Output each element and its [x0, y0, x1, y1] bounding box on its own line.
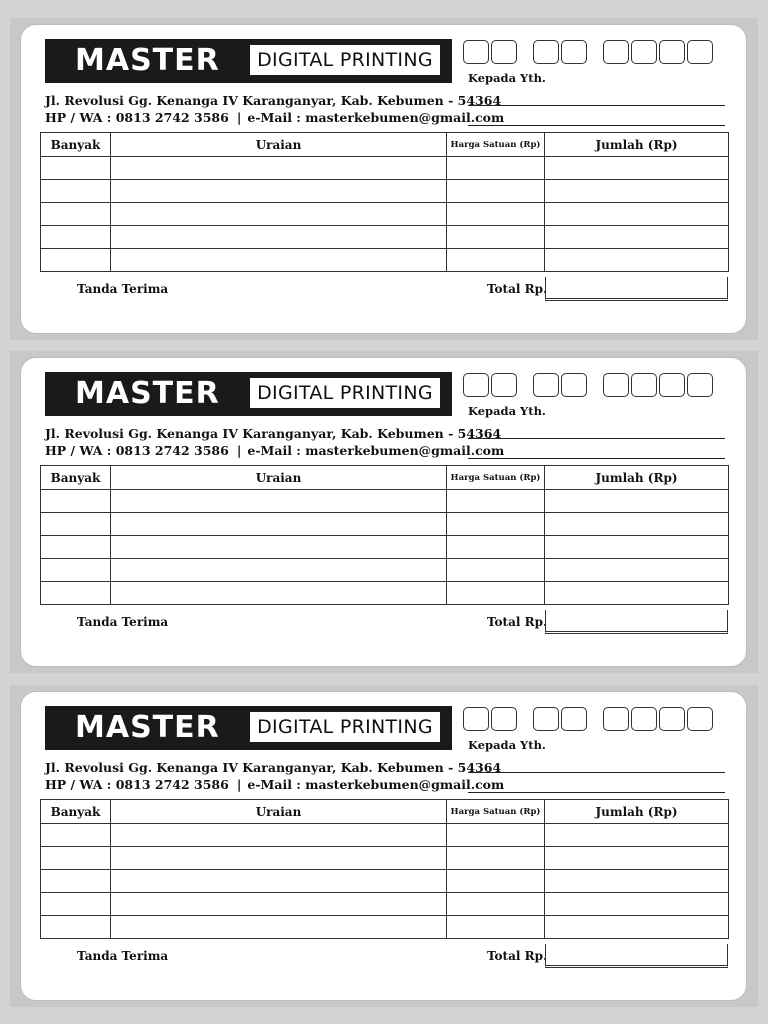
- total-label: Total Rp.: [487, 949, 548, 963]
- items-table: [40, 132, 729, 272]
- recipient-line[interactable]: [468, 792, 725, 793]
- column-header: Harga Satuan (Rp): [447, 133, 545, 157]
- table-cell[interactable]: [41, 490, 111, 513]
- number-box[interactable]: [463, 707, 489, 731]
- table-row: [41, 536, 729, 559]
- logo-digital-printing-text: DIGITAL PRINTING: [250, 45, 440, 75]
- table-cell[interactable]: [111, 582, 447, 605]
- table-row: [41, 582, 729, 605]
- logo: [45, 372, 452, 416]
- number-box[interactable]: [687, 707, 713, 731]
- table-cell[interactable]: [447, 203, 545, 226]
- recipient-line[interactable]: [468, 438, 725, 439]
- number-box[interactable]: [491, 707, 517, 731]
- table-cell[interactable]: [111, 870, 447, 893]
- number-box[interactable]: [603, 40, 629, 64]
- signature-label: Tanda Terima: [77, 949, 169, 963]
- column-header: Uraian: [111, 466, 447, 490]
- logo-master-text: MASTER: [75, 43, 220, 78]
- table-cell[interactable]: [545, 249, 729, 272]
- column-header: Jumlah (Rp): [545, 800, 729, 824]
- table-cell[interactable]: [447, 870, 545, 893]
- shop-phone: HP / WA : 0813 2742 3586: [45, 110, 229, 125]
- number-box[interactable]: [631, 40, 657, 64]
- table-cell[interactable]: [111, 203, 447, 226]
- table-cell[interactable]: [41, 870, 111, 893]
- table-cell[interactable]: [41, 180, 111, 203]
- table-cell[interactable]: [545, 916, 729, 939]
- recipient-label: Kepada Yth.: [468, 71, 546, 85]
- table-cell[interactable]: [545, 893, 729, 916]
- shop-address: Jl. Revolusi Gg. Kenanga IV Karanganyar, Kab. Kebumen - 54364: [45, 760, 502, 775]
- number-box[interactable]: [603, 373, 629, 397]
- table-row: [41, 249, 729, 272]
- table-cell[interactable]: [41, 249, 111, 272]
- number-box[interactable]: [561, 373, 587, 397]
- number-box[interactable]: [659, 40, 685, 64]
- logo-master-text: MASTER: [75, 376, 220, 411]
- signature-label: Tanda Terima: [77, 282, 169, 296]
- shop-contact: [45, 443, 504, 458]
- table-cell[interactable]: [41, 203, 111, 226]
- table-cell[interactable]: [447, 513, 545, 536]
- table-header-row: [41, 133, 729, 157]
- table-cell[interactable]: [447, 582, 545, 605]
- number-box[interactable]: [533, 707, 559, 731]
- number-box[interactable]: [463, 373, 489, 397]
- table-cell[interactable]: [545, 157, 729, 180]
- total-field[interactable]: [545, 944, 728, 968]
- table-row: [41, 157, 729, 180]
- shop-phone: HP / WA : 0813 2742 3586: [45, 777, 229, 792]
- column-header: Harga Satuan (Rp): [447, 800, 545, 824]
- column-header: Banyak: [41, 800, 111, 824]
- table-cell[interactable]: [111, 513, 447, 536]
- table-cell[interactable]: [545, 536, 729, 559]
- table-cell[interactable]: [111, 893, 447, 916]
- shop-email: e-Mail : masterkebumen@gmail.com: [247, 777, 505, 792]
- table-cell[interactable]: [111, 847, 447, 870]
- column-header: Uraian: [111, 800, 447, 824]
- table-row: [41, 490, 729, 513]
- shop-email: e-Mail : masterkebumen@gmail.com: [247, 443, 505, 458]
- number-box[interactable]: [687, 373, 713, 397]
- signature-label: Tanda Terima: [77, 615, 169, 629]
- table-cell[interactable]: [447, 249, 545, 272]
- table-header-row: [41, 800, 729, 824]
- number-box[interactable]: [491, 373, 517, 397]
- table-cell[interactable]: [545, 513, 729, 536]
- contact-separator: |: [236, 443, 242, 458]
- table-cell[interactable]: [111, 559, 447, 582]
- table-row: [41, 203, 729, 226]
- table-cell[interactable]: [545, 490, 729, 513]
- number-box[interactable]: [533, 40, 559, 64]
- table-cell[interactable]: [41, 559, 111, 582]
- column-header: Banyak: [41, 466, 111, 490]
- table-cell[interactable]: [41, 824, 111, 847]
- table-cell[interactable]: [41, 157, 111, 180]
- table-cell[interactable]: [41, 582, 111, 605]
- recipient-line[interactable]: [468, 458, 725, 459]
- table-cell[interactable]: [545, 847, 729, 870]
- shop-address: Jl. Revolusi Gg. Kenanga IV Karanganyar, Kab. Kebumen - 54364: [45, 93, 502, 108]
- logo-digital-printing-text: DIGITAL PRINTING: [250, 712, 440, 742]
- shop-address: Jl. Revolusi Gg. Kenanga IV Karanganyar, Kab. Kebumen - 54364: [45, 426, 502, 441]
- table-cell[interactable]: [111, 180, 447, 203]
- table-row: [41, 226, 729, 249]
- table-row: [41, 847, 729, 870]
- table-cell[interactable]: [545, 824, 729, 847]
- shop-contact: [45, 110, 504, 125]
- table-cell[interactable]: [111, 824, 447, 847]
- contact-separator: |: [236, 777, 242, 792]
- table-cell[interactable]: [41, 916, 111, 939]
- table-cell[interactable]: [447, 916, 545, 939]
- total-field[interactable]: [545, 610, 728, 634]
- table-cell[interactable]: [545, 226, 729, 249]
- number-box[interactable]: [631, 373, 657, 397]
- nota-card-3: [20, 691, 747, 1001]
- column-header: Uraian: [111, 133, 447, 157]
- column-header: Harga Satuan (Rp): [447, 466, 545, 490]
- recipient-line[interactable]: [468, 105, 725, 106]
- table-cell[interactable]: [447, 157, 545, 180]
- table-cell[interactable]: [447, 490, 545, 513]
- table-cell[interactable]: [111, 226, 447, 249]
- column-header: Jumlah (Rp): [545, 133, 729, 157]
- table-cell[interactable]: [111, 249, 447, 272]
- table-cell[interactable]: [447, 824, 545, 847]
- table-cell[interactable]: [41, 513, 111, 536]
- table-cell[interactable]: [545, 870, 729, 893]
- table-cell[interactable]: [41, 536, 111, 559]
- table-cell[interactable]: [545, 180, 729, 203]
- logo-digital-printing-text: DIGITAL PRINTING: [250, 378, 440, 408]
- number-box[interactable]: [659, 707, 685, 731]
- number-box[interactable]: [491, 40, 517, 64]
- shop-contact: [45, 777, 504, 792]
- number-box[interactable]: [561, 707, 587, 731]
- number-box[interactable]: [603, 707, 629, 731]
- number-box[interactable]: [659, 373, 685, 397]
- table-row: [41, 559, 729, 582]
- table-row: [41, 893, 729, 916]
- table-cell[interactable]: [447, 559, 545, 582]
- total-label: Total Rp.: [487, 615, 548, 629]
- table-cell[interactable]: [447, 536, 545, 559]
- logo: [45, 39, 452, 83]
- recipient-label: Kepada Yth.: [468, 404, 546, 418]
- column-header: Banyak: [41, 133, 111, 157]
- recipient-line[interactable]: [468, 772, 725, 773]
- table-cell[interactable]: [447, 180, 545, 203]
- number-box[interactable]: [533, 373, 559, 397]
- table-cell[interactable]: [447, 226, 545, 249]
- table-row: [41, 180, 729, 203]
- number-box[interactable]: [631, 707, 657, 731]
- number-box[interactable]: [687, 40, 713, 64]
- total-label: Total Rp.: [487, 282, 548, 296]
- table-cell[interactable]: [447, 893, 545, 916]
- total-field[interactable]: [545, 277, 728, 301]
- recipient-label: Kepada Yth.: [468, 738, 546, 752]
- number-box[interactable]: [463, 40, 489, 64]
- recipient-line[interactable]: [468, 125, 725, 126]
- shop-phone: HP / WA : 0813 2742 3586: [45, 443, 229, 458]
- table-cell[interactable]: [111, 536, 447, 559]
- table-cell[interactable]: [111, 490, 447, 513]
- nota-card-1: [20, 24, 747, 334]
- table-cell[interactable]: [41, 893, 111, 916]
- logo-master-text: MASTER: [75, 710, 220, 745]
- table-cell[interactable]: [41, 226, 111, 249]
- items-table: [40, 799, 729, 939]
- number-box[interactable]: [561, 40, 587, 64]
- table-header-row: [41, 466, 729, 490]
- table-row: [41, 513, 729, 536]
- shop-email: e-Mail : masterkebumen@gmail.com: [247, 110, 505, 125]
- table-row: [41, 870, 729, 893]
- items-table: [40, 465, 729, 605]
- table-cell[interactable]: [111, 157, 447, 180]
- table-cell[interactable]: [545, 559, 729, 582]
- table-row: [41, 824, 729, 847]
- table-cell[interactable]: [447, 847, 545, 870]
- table-cell[interactable]: [111, 916, 447, 939]
- logo: [45, 706, 452, 750]
- table-cell[interactable]: [545, 203, 729, 226]
- table-row: [41, 916, 729, 939]
- nota-card-2: [20, 357, 747, 667]
- table-cell[interactable]: [545, 582, 729, 605]
- column-header: Jumlah (Rp): [545, 466, 729, 490]
- table-cell[interactable]: [41, 847, 111, 870]
- contact-separator: |: [236, 110, 242, 125]
